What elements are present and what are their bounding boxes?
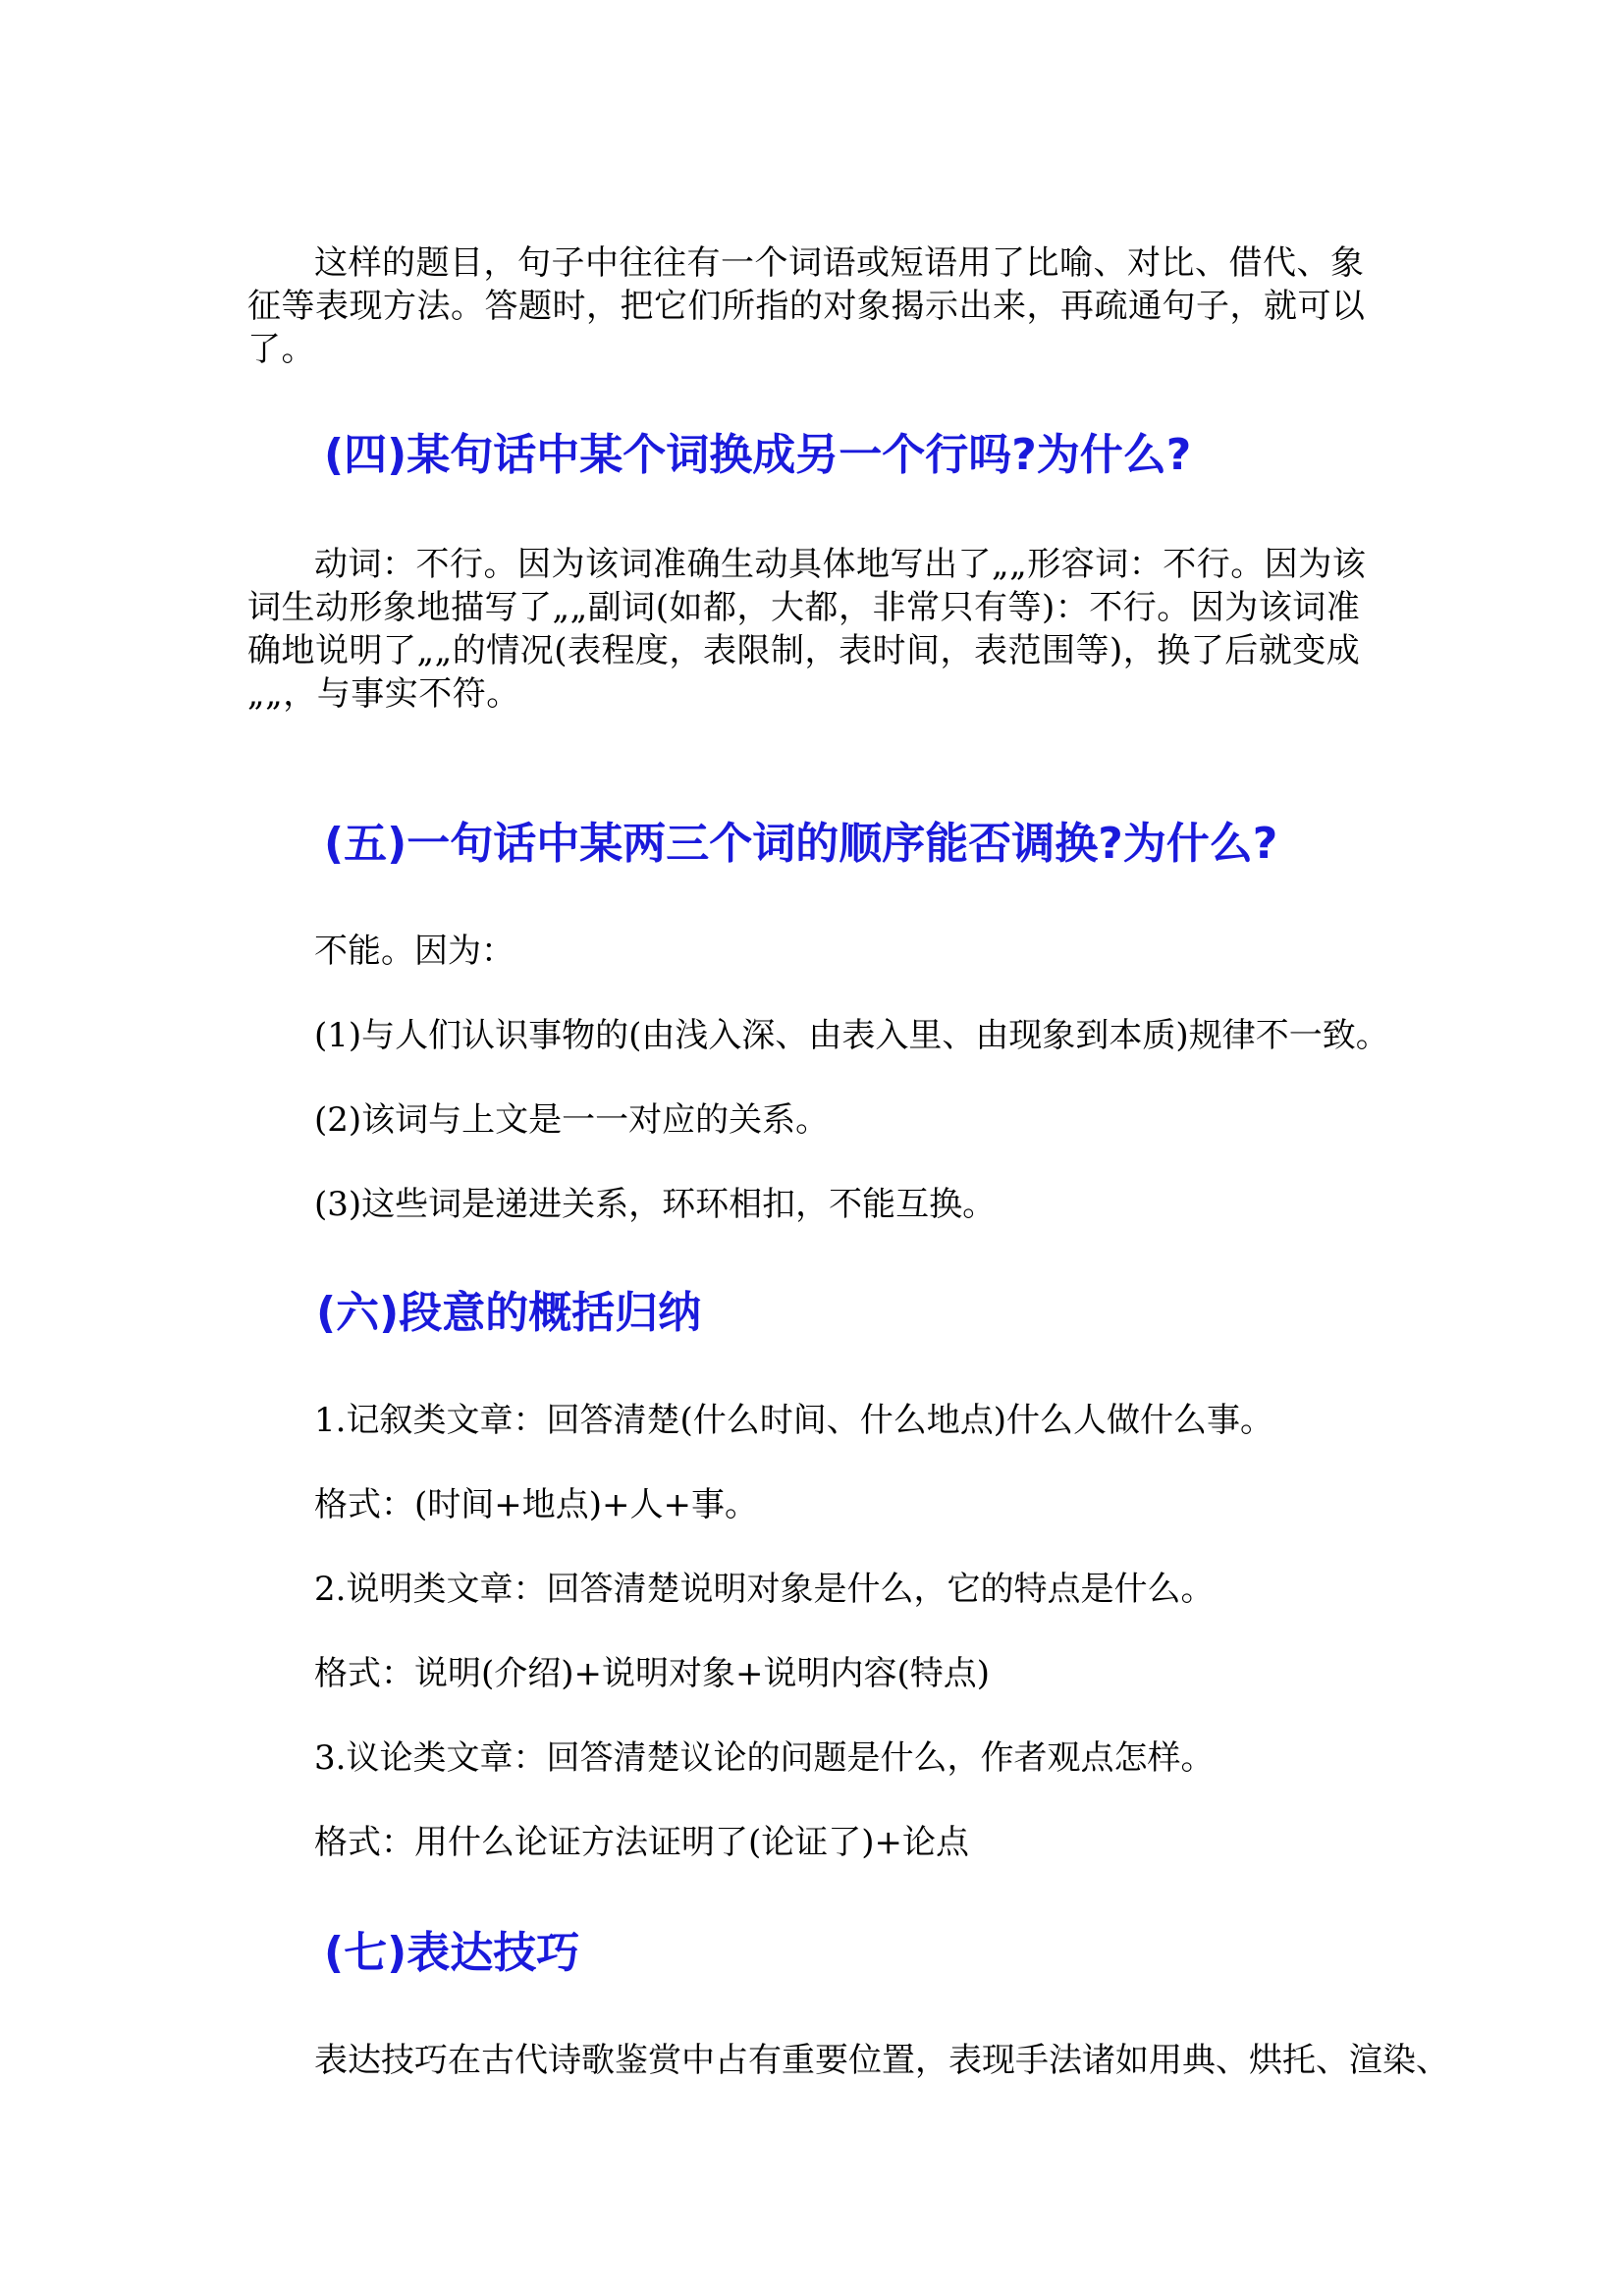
format-narrative: 格式：(时间+地点)+人+事。 xyxy=(314,1485,758,1524)
paragraph-word-replacement: 动词：不行。因为该词准确生动具体地写出了„„形容词：不行。因为该词生动形象地描写了„„副词(如都，大都，非常只有等)：不行。因为该词准确地说明了„„的情况(表程度，表限制，表时间，表范围等)，换了后就变成„„，与事实不符。 xyxy=(247,545,1367,714)
list-item-narrative: 1.记叙类文章：回答清楚(什么时间、什么地点)什么人做什么事。 xyxy=(314,1401,1273,1440)
list-item-reason-1: (1)与人们认识事物的(由浅入深、由表入里、由现象到本质)规律不一致。 xyxy=(314,1016,1389,1055)
paragraph-metaphor-explanation: 这样的题目，句子中往往有一个词语或短语用了比喻、对比、借代、象征等表现方法。答题时，把它们所指的对象揭示出来，再疏通句子，就可以了。 xyxy=(247,243,1366,369)
format-argumentative: 格式：用什么论证方法证明了(论证了)+论点 xyxy=(314,1823,970,1862)
section-heading-5: (五)一句话中某两三个词的顺序能否调换?为什么? xyxy=(324,819,1278,869)
list-item-reason-2: (2)该词与上文是一一对应的关系。 xyxy=(314,1100,830,1140)
list-item-reason-3: (3)这些词是递进关系，环环相扣，不能互换。 xyxy=(314,1185,997,1224)
section-heading-7: (七)表达技巧 xyxy=(324,1928,580,1978)
list-item-expository: 2.说明类文章：回答清楚说明对象是什么，它的特点是什么。 xyxy=(314,1570,1215,1609)
format-expository: 格式：说明(介绍)+说明对象+说明内容(特点) xyxy=(314,1654,991,1693)
paragraph-cannot: 不能。因为： xyxy=(314,932,514,971)
section-heading-6: (六)段意的概括归纳 xyxy=(316,1288,702,1338)
section-heading-4: (四)某句话中某个词换成另一个行吗?为什么? xyxy=(324,430,1192,480)
paragraph-expression-techniques: 表达技巧在古代诗歌鉴赏中占有重要位置，表现手法诸如用典、烘托、渲染、 xyxy=(314,2041,1449,2080)
list-item-argumentative: 3.议论类文章：回答清楚议论的问题是什么，作者观点怎样。 xyxy=(314,1738,1215,1778)
